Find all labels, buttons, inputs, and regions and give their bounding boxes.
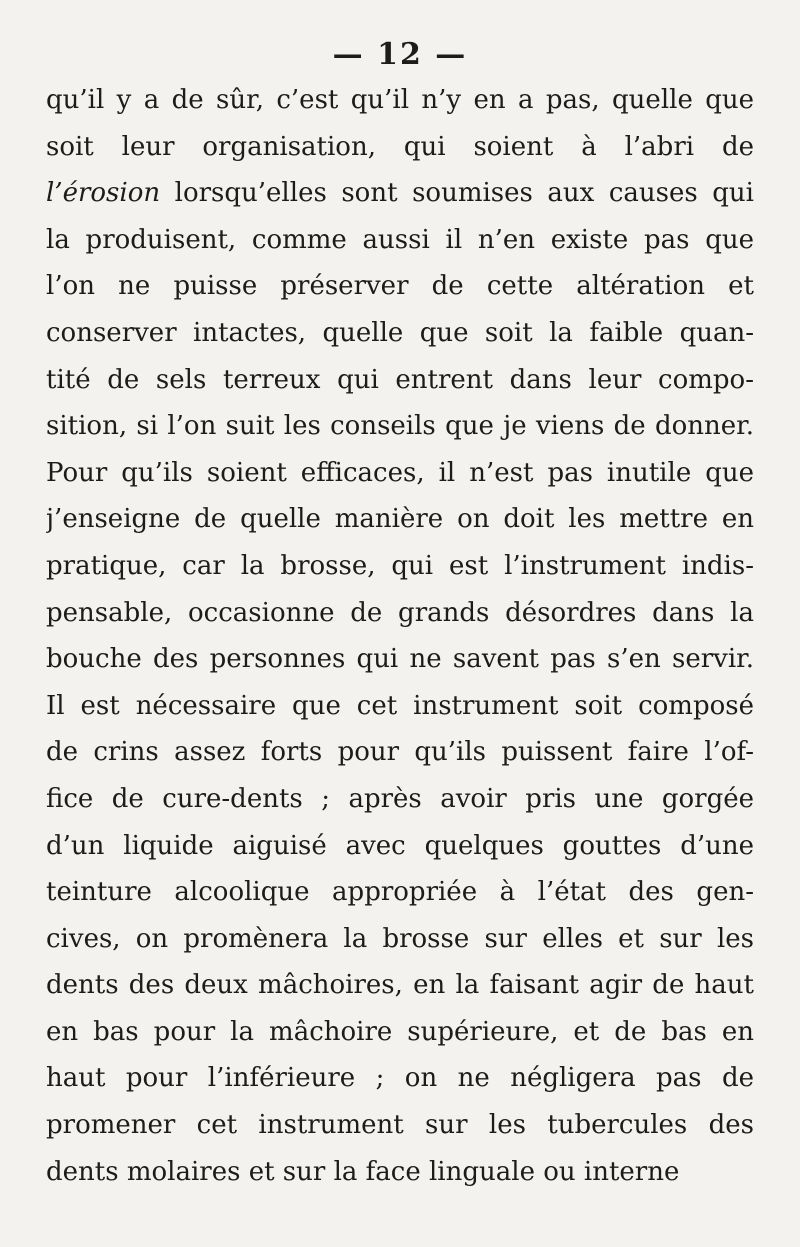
text-line-8: sition, si l’on suit les conseils que je viens de donner. — [46, 411, 754, 442]
text-line-3-rest: lorsqu’elles sont soumises aux causes qui — [174, 178, 754, 209]
text-line-16: fice de cure-dents ; après avoir pris une gorgée — [46, 783, 754, 814]
text-line-24: dents molaires et sur la face linguale ou interne — [46, 1156, 680, 1187]
text-line-4: la produisent, comme aussi il n’en existe pas que — [46, 224, 754, 255]
text-line-5: l’on ne puisse préserver de cette altération et — [46, 271, 754, 302]
text-line-13: bouche des personnes qui ne savent pas s’en servir. — [46, 644, 754, 675]
text-line-11: pratique, car la brosse, qui est l’instrument indis- — [46, 550, 754, 581]
text-line-22: haut pour l’inférieure ; on ne négligera pas de — [46, 1063, 754, 1094]
text-line-2: soit leur organisation, qui soient à l’abri de — [46, 131, 754, 162]
text-line-15: de crins assez forts pour qu’ils puissent faire l’of- — [46, 737, 754, 768]
page-number-header: — 12 — — [332, 37, 468, 72]
text-line-9: Pour qu’ils soient efficaces, il n’est pas inutile que — [46, 457, 754, 488]
italic-term: l’érosion — [46, 178, 161, 209]
text-line-7: tité de sels terreux qui entrent dans leur compo- — [46, 364, 754, 395]
text-line-6: conserver intactes, quelle que soit la faible quan- — [46, 317, 754, 348]
text-line-12: pensable, occasionne de grands désordres dans la — [46, 597, 754, 628]
text-line-10: j’enseigne de quelle manière on doit les mettre en — [46, 504, 754, 535]
text-line-23: promener cet instrument sur les tubercules des — [46, 1110, 754, 1141]
text-line-20: dents des deux mâchoires, en la faisant agir de haut — [46, 970, 754, 1001]
body-text — [46, 77, 754, 1195]
text-line-18: teinture alcoolique appropriée à l’état des gen- — [46, 877, 754, 908]
text-line-17: d’un liquide aiguisé avec quelques gouttes d’une — [46, 830, 754, 861]
text-line-1: qu’il y a de sûr, c’est qu’il n’y en a pas, quelle que — [46, 85, 754, 115]
text-line-19: cives, on promènera la brosse sur elles et sur les — [46, 923, 754, 954]
text-line-14: Il est nécessaire que cet instrument soit composé — [46, 690, 754, 721]
text-line-21: en bas pour la mâchoire supérieure, et de bas en — [46, 1016, 754, 1047]
text-line-3 — [46, 170, 754, 217]
